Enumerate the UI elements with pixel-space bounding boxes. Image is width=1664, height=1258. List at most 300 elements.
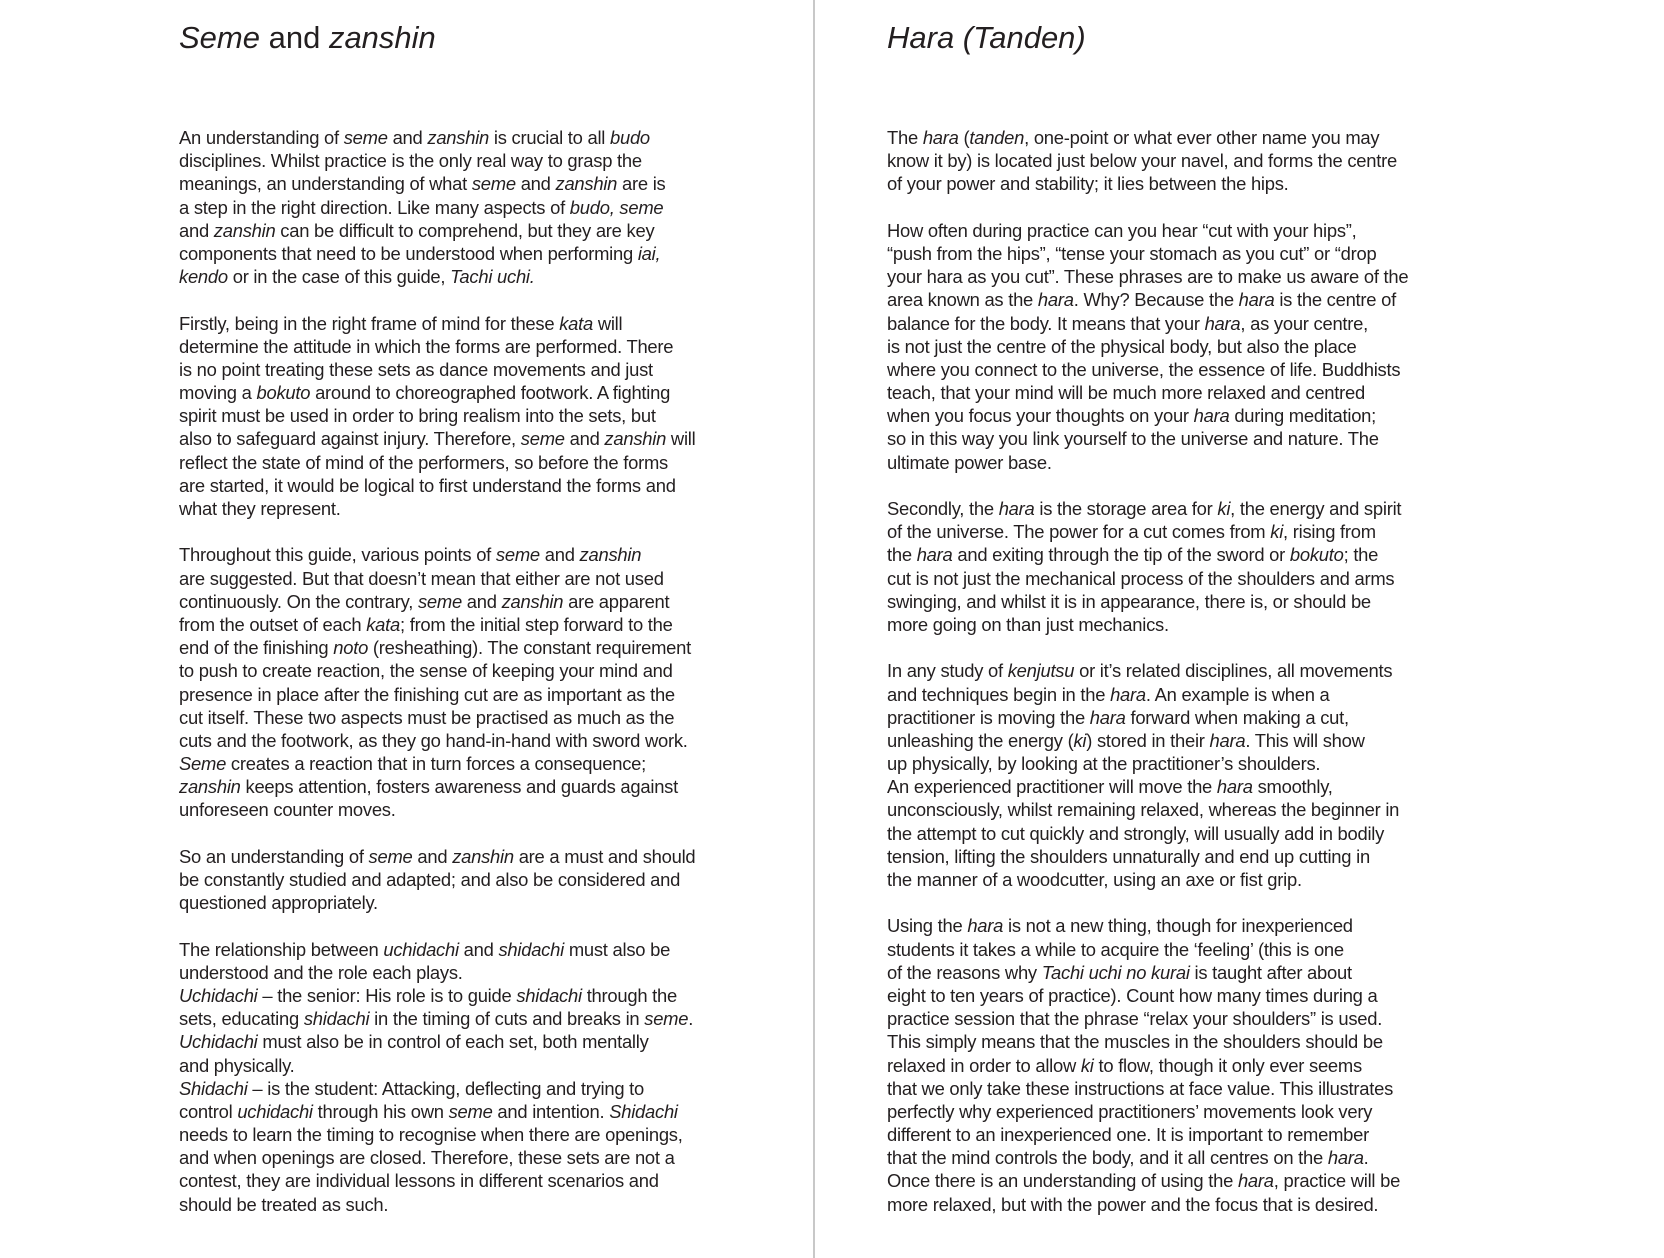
- text-line: [887, 659, 1487, 682]
- text-line: [179, 961, 779, 984]
- left-page-heading: [179, 18, 436, 58]
- text-run: The: [887, 127, 923, 148]
- text-run: to push to create reaction, the sense of keeping your mind and: [179, 660, 673, 682]
- text-run: moving a: [179, 382, 257, 404]
- text-run: and: [461, 590, 502, 612]
- text-run: tension, lifting the shoulders unnaturally and end up cutting in: [887, 845, 1370, 867]
- text-run: can be difficult to comprehend, but they are key: [275, 219, 655, 241]
- text-run: This simply means that the muscles in the shoulders should be: [887, 1031, 1383, 1053]
- text-run: ultimate power base.: [887, 451, 1052, 473]
- text-run: – the senior: His role is to guide: [257, 984, 517, 1006]
- text-run: disciplines. Whilst practice is the only real way to grasp the: [179, 150, 642, 172]
- text-line: [179, 984, 779, 1007]
- text-run: is the centre of: [1274, 289, 1396, 311]
- text-line: [887, 775, 1487, 798]
- text-run: a step in the right direction. Like many aspects of: [179, 196, 570, 218]
- italic-term: hara: [1209, 729, 1246, 751]
- italic-term: bokuto: [1289, 544, 1344, 566]
- text-line: [887, 219, 1487, 242]
- italic-term: hara: [916, 544, 953, 566]
- italic-term: zanshin: [427, 127, 490, 148]
- text-line: [887, 845, 1487, 868]
- text-run: is not a new thing, though for inexperienced: [1003, 915, 1353, 937]
- text-run: control: [179, 1100, 238, 1122]
- italic-term: zanshin: [213, 219, 276, 241]
- italic-term: uchidachi: [383, 938, 459, 960]
- text-run: and: [387, 127, 428, 148]
- text-run: reflect the state of mind of the performers, so before the forms: [179, 451, 668, 473]
- text-line: [887, 312, 1487, 335]
- text-run: is taught after about: [1189, 961, 1352, 983]
- text-run: unconsciously, whilst remaining relaxed, whereas the beginner in: [887, 799, 1400, 821]
- text-line: [887, 149, 1487, 172]
- text-run: – is the student: Attacking, deflecting and trying to: [247, 1077, 645, 1099]
- text-line: [179, 868, 779, 891]
- italic-term: seme: [448, 1100, 493, 1122]
- text-run: needs to learn the timing to recognise when there are openings,: [179, 1124, 683, 1146]
- text-line: [179, 451, 779, 474]
- text-line: [887, 1193, 1487, 1216]
- italic-term: seme: [495, 544, 540, 566]
- text-line: [179, 219, 779, 242]
- italic-term: Seme: [179, 753, 227, 775]
- text-line: [887, 1146, 1487, 1169]
- text-line: [179, 404, 779, 427]
- text-run: How often during practice can you hear “cut with your hips”,: [887, 219, 1357, 241]
- text-line: [887, 1169, 1487, 1192]
- text-run: and: [564, 428, 605, 450]
- text-run: Once there is an understanding of using the: [887, 1170, 1238, 1192]
- paragraph: [887, 219, 1487, 474]
- text-run: meanings, an understanding of what: [179, 173, 472, 195]
- text-run: more going on than just mechanics.: [887, 613, 1169, 635]
- text-run: must also be in control of each set, both mentally: [257, 1031, 649, 1053]
- text-run: and when openings are closed. Therefore, these sets are not a: [179, 1147, 675, 1169]
- text-run: , rising from: [1283, 521, 1376, 543]
- text-run: the manner of a woodcutter, using an axe or fist grip.: [887, 869, 1302, 890]
- text-run: from the outset of each: [179, 613, 367, 635]
- italic-term: hara: [1204, 312, 1241, 334]
- italic-term: hara: [922, 127, 959, 148]
- text-run: of your power and stability; it lies between the hips.: [887, 173, 1289, 195]
- text-run: up physically, by looking at the practitioner’s shoulders.: [887, 753, 1321, 775]
- text-run: know it by) is located just below your navel, and forms the centre: [887, 150, 1397, 172]
- text-line: [887, 822, 1487, 845]
- italic-term: zanshin: [328, 20, 436, 55]
- italic-term: seme: [368, 845, 413, 867]
- text-line: [887, 1007, 1487, 1030]
- text-line: [887, 984, 1487, 1007]
- text-run: and intention.: [492, 1100, 610, 1122]
- text-run: ; the: [1343, 544, 1379, 566]
- text-line: [179, 427, 779, 450]
- italic-term: zanshin: [501, 590, 564, 612]
- text-line: [887, 868, 1487, 891]
- text-run: also to safeguard against injury. Therefore,: [179, 428, 521, 450]
- text-run: will: [592, 312, 623, 334]
- text-line: [179, 1169, 779, 1192]
- text-line: [179, 938, 779, 961]
- text-run: relaxed in order to allow: [887, 1054, 1081, 1076]
- text-line: [179, 567, 779, 590]
- text-run: . An example is when a: [1145, 683, 1330, 705]
- italic-term: tanden: [969, 127, 1025, 148]
- italic-term: kata: [559, 312, 593, 334]
- italic-term: Shidachi: [609, 1100, 678, 1122]
- text-line: [887, 1030, 1487, 1053]
- text-line: [179, 312, 779, 335]
- text-line: [179, 891, 779, 914]
- text-run: smoothly,: [1252, 776, 1333, 798]
- text-run: when you focus your thoughts on your: [887, 405, 1194, 427]
- text-line: [887, 590, 1487, 613]
- text-run: unleashing the energy (: [887, 729, 1074, 751]
- italic-term: seme: [644, 1008, 689, 1030]
- text-line: [179, 752, 779, 775]
- text-run: students it takes a while to acquire the ‘feeling’ (this is one: [887, 938, 1344, 960]
- text-run: forward when making a cut,: [1125, 706, 1349, 728]
- italic-term: Tachi uchi.: [450, 266, 535, 288]
- paragraph-spacer: [179, 914, 779, 937]
- text-run: the attempt to cut quickly and strongly, will usually add in bodily: [887, 822, 1385, 844]
- italic-term: hara: [1237, 1170, 1274, 1192]
- text-line: [179, 729, 779, 752]
- text-run: perfectly why experienced practitioners’ movements look very: [887, 1100, 1373, 1122]
- text-run: that we only take these instructions at face value. This illustrates: [887, 1077, 1394, 1099]
- paragraph-spacer: [887, 636, 1487, 659]
- paragraph: [887, 914, 1487, 1215]
- text-line: [179, 474, 779, 497]
- text-run: balance for the body. It means that your: [887, 312, 1205, 334]
- text-run: are a must and should: [513, 845, 696, 867]
- text-run: .: [1363, 1147, 1369, 1169]
- text-run: through the: [581, 984, 677, 1006]
- text-line: [887, 1077, 1487, 1100]
- text-line: [179, 1007, 779, 1030]
- italic-term: kata: [366, 613, 400, 635]
- text-run: and: [179, 219, 214, 241]
- italic-term: bokuto: [256, 382, 311, 404]
- text-line: [887, 126, 1487, 149]
- italic-term: budo: [609, 127, 650, 148]
- text-run: “push from the hips”, “tense your stomach as you cut” or “drop: [887, 242, 1377, 264]
- text-run: , as your centre,: [1240, 312, 1369, 334]
- text-line: [179, 196, 779, 219]
- right-page-body: [887, 126, 1487, 1216]
- text-run: is not just the centre of the physical body, but also the place: [887, 335, 1357, 357]
- text-run: is the storage area for: [1034, 498, 1218, 519]
- text-run: eight to ten years of practice). Count how many times during a: [887, 984, 1378, 1006]
- text-run: more relaxed, but with the power and the focus that is desired.: [887, 1193, 1379, 1215]
- italic-term: Tachi uchi no kurai: [1041, 961, 1190, 983]
- text-run: keeps attention, fosters awareness and guards against: [240, 776, 678, 798]
- text-line: [179, 659, 779, 682]
- text-run: So an understanding of: [179, 845, 369, 867]
- text-run: and physically.: [179, 1054, 295, 1076]
- text-line: [179, 497, 779, 520]
- text-run: cut itself. These two aspects must be practised as much as the: [179, 706, 675, 728]
- italic-term: zanshin: [604, 428, 667, 450]
- italic-term: hara: [1089, 706, 1126, 728]
- italic-term: hara: [967, 915, 1004, 937]
- text-run: The relationship between: [179, 938, 384, 960]
- text-run: during meditation;: [1229, 405, 1377, 427]
- text-run: Throughout this guide, various points of: [179, 544, 496, 566]
- italic-term: hara: [998, 498, 1035, 519]
- text-run: what they represent.: [179, 498, 341, 519]
- italic-term: ki: [1073, 729, 1087, 751]
- text-line: [887, 706, 1487, 729]
- text-run: presence in place after the finishing cut are as important as the: [179, 683, 675, 705]
- text-run: to flow, though it only ever seems: [1093, 1054, 1362, 1076]
- paragraph: [179, 126, 779, 288]
- italic-term: hara: [1327, 1147, 1364, 1169]
- text-line: [179, 242, 779, 265]
- text-run: and: [458, 938, 499, 960]
- text-run: An experienced practitioner will move the: [887, 776, 1217, 798]
- text-run: should be treated as such.: [179, 1193, 389, 1215]
- italic-term: Uchidachi: [179, 984, 258, 1006]
- text-line: [887, 683, 1487, 706]
- italic-term: zanshin: [555, 173, 618, 195]
- text-run: so in this way you link yourself to the universe and nature. The: [887, 428, 1379, 450]
- text-run: is crucial to all: [489, 127, 610, 148]
- text-line: [887, 1054, 1487, 1077]
- right-page-heading: [887, 18, 1086, 58]
- paragraph-spacer: [179, 520, 779, 543]
- italic-term: seme: [343, 127, 388, 148]
- text-run: ; from the initial step forward to the: [399, 613, 673, 635]
- page-gutter-divider: [813, 0, 815, 1258]
- text-run: . This will show: [1245, 729, 1365, 751]
- text-run: different to an inexperienced one. It is important to remember: [887, 1124, 1369, 1146]
- italic-term: Hara (Tanden): [887, 20, 1086, 55]
- text-line: [179, 1100, 779, 1123]
- text-run: creates a reaction that in turn forces a consequence;: [226, 753, 647, 775]
- text-line: [887, 914, 1487, 937]
- italic-term: iai,: [637, 242, 661, 264]
- text-run: An understanding of: [179, 127, 344, 148]
- text-line: [887, 543, 1487, 566]
- text-line: [887, 427, 1487, 450]
- text-line: [179, 335, 779, 358]
- text-line: [179, 149, 779, 172]
- paragraph-spacer: [179, 822, 779, 845]
- text-run: and: [539, 544, 580, 566]
- italic-term: hara: [1238, 289, 1275, 311]
- text-line: [887, 613, 1487, 636]
- text-line: [887, 288, 1487, 311]
- text-line: [887, 265, 1487, 288]
- text-run: determine the attitude in which the forms are performed. There: [179, 335, 674, 357]
- text-line: [887, 335, 1487, 358]
- paragraph: [179, 845, 779, 915]
- italic-term: kendo: [179, 266, 228, 288]
- paragraph: [887, 497, 1487, 636]
- text-line: [887, 520, 1487, 543]
- text-run: area known as the: [887, 289, 1038, 311]
- text-run: cuts and the footwork, as they go hand-in-hand with sword work.: [179, 729, 688, 751]
- text-line: [887, 1100, 1487, 1123]
- text-line: [887, 497, 1487, 520]
- italic-term: ki: [1270, 521, 1284, 543]
- paragraph-spacer: [179, 288, 779, 311]
- text-line: [179, 358, 779, 381]
- text-line: [887, 1123, 1487, 1146]
- text-run: in the timing of cuts and breaks in: [369, 1008, 645, 1030]
- italic-term: Seme: [179, 20, 260, 55]
- text-run: are started, it would be logical to first understand the forms and: [179, 474, 676, 496]
- text-line: [887, 242, 1487, 265]
- text-line: [887, 381, 1487, 404]
- text-run: and exiting through the tip of the sword or: [952, 544, 1290, 566]
- text-line: [179, 798, 779, 821]
- text-run: are suggested. But that doesn’t mean that either are not used: [179, 567, 664, 589]
- italic-term: Uchidachi: [179, 1031, 258, 1053]
- text-run: questioned appropriately.: [179, 892, 378, 914]
- paragraph: [887, 126, 1487, 196]
- italic-term: seme: [417, 590, 462, 612]
- text-line: [887, 938, 1487, 961]
- italic-term: hara: [1110, 683, 1146, 705]
- text-line: [179, 1146, 779, 1169]
- italic-term: zanshin: [452, 845, 514, 867]
- text-line: [179, 590, 779, 613]
- italic-term: budo, seme: [569, 196, 664, 218]
- text-run: teach, that your mind will be much more relaxed and centred: [887, 382, 1365, 404]
- italic-term: ki: [1217, 498, 1231, 519]
- text-line: [179, 636, 779, 659]
- text-line: [887, 961, 1487, 984]
- text-line: [887, 172, 1487, 195]
- text-run: understood and the role each plays.: [179, 961, 463, 983]
- italic-term: Shidachi: [179, 1077, 248, 1099]
- text-run: (: [958, 127, 970, 148]
- italic-term: seme: [471, 173, 516, 195]
- text-run: be constantly studied and adapted; and also be considered and: [179, 869, 681, 890]
- paragraph: [179, 938, 779, 1216]
- text-run: contest, they are individual lessons in different scenarios and: [179, 1170, 659, 1192]
- text-run: and: [259, 20, 329, 55]
- text-run: and: [412, 845, 453, 867]
- text-run: are apparent: [563, 590, 670, 612]
- text-run: through his own: [312, 1100, 449, 1122]
- paragraph: [179, 543, 779, 821]
- text-run: around to choreographed footwork. A fighting: [310, 382, 671, 404]
- text-line: [179, 172, 779, 195]
- text-run: .: [688, 1008, 694, 1030]
- text-run: the: [887, 544, 917, 566]
- text-line: [179, 613, 779, 636]
- paragraph-spacer: [887, 474, 1487, 497]
- text-run: (resheathing). The constant requirement: [368, 637, 691, 659]
- text-line: [887, 798, 1487, 821]
- paragraph: [887, 659, 1487, 891]
- italic-term: shidachi: [516, 984, 582, 1006]
- text-run: where you connect to the universe, the essence of life. Buddhists: [887, 358, 1401, 380]
- text-run: practice session that the phrase “relax your shoulders” is used.: [887, 1008, 1383, 1030]
- text-run: , one-point or what ever other name you may: [1024, 127, 1380, 148]
- text-run: are is: [617, 173, 666, 195]
- text-run: and techniques begin in the: [887, 683, 1111, 705]
- text-run: and: [515, 173, 556, 195]
- text-run: , the energy and spirit: [1230, 498, 1402, 519]
- text-line: [179, 775, 779, 798]
- text-run: Using the: [887, 915, 968, 937]
- text-run: In any study of: [887, 660, 1008, 682]
- text-run: or in the case of this guide,: [227, 266, 451, 288]
- text-line: [887, 729, 1487, 752]
- italic-term: seme: [520, 428, 565, 450]
- text-run: will: [666, 428, 696, 450]
- italic-term: zanshin: [579, 544, 642, 566]
- italic-term: hara: [1193, 405, 1230, 427]
- text-run: of the reasons why: [887, 961, 1042, 983]
- italic-term: shidachi: [498, 938, 564, 960]
- paragraph: [179, 312, 779, 521]
- italic-term: noto: [333, 637, 369, 659]
- text-line: [179, 706, 779, 729]
- italic-term: uchidachi: [237, 1100, 313, 1122]
- paragraph-spacer: [887, 891, 1487, 914]
- text-line: [179, 1077, 779, 1100]
- text-run: that the mind controls the body, and it all centres on the: [887, 1147, 1328, 1169]
- text-line: [179, 265, 779, 288]
- text-run: unforeseen counter moves.: [179, 799, 396, 821]
- text-run: Firstly, being in the right frame of mind for these: [179, 312, 560, 334]
- text-run: end of the finishing: [179, 637, 334, 659]
- text-line: [179, 1054, 779, 1077]
- text-line: [179, 683, 779, 706]
- text-run: swinging, and whilst it is in appearance, there is, or should be: [887, 590, 1371, 612]
- text-run: or it’s related disciplines, all movements: [1074, 660, 1393, 682]
- text-run: components that need to be understood when performing: [179, 242, 638, 264]
- text-line: [179, 845, 779, 868]
- text-line: [179, 381, 779, 404]
- italic-term: hara: [1216, 776, 1253, 798]
- text-line: [887, 752, 1487, 775]
- text-run: practitioner is moving the: [887, 706, 1090, 728]
- italic-term: zanshin: [179, 776, 241, 798]
- text-run: sets, educating: [179, 1008, 304, 1030]
- text-run: of the universe. The power for a cut comes from: [887, 521, 1271, 543]
- text-run: ) stored in their: [1086, 729, 1210, 751]
- text-line: [179, 1030, 779, 1053]
- text-line: [179, 1123, 779, 1146]
- italic-term: shidachi: [303, 1008, 370, 1030]
- italic-term: ki: [1080, 1054, 1094, 1076]
- text-run: is no point treating these sets as dance movements and just: [179, 358, 653, 380]
- text-run: . Why? Because the: [1073, 289, 1239, 311]
- text-line: [179, 1193, 779, 1216]
- left-page-body: [179, 126, 779, 1216]
- paragraph-spacer: [887, 196, 1487, 219]
- text-run: continuously. On the contrary,: [179, 590, 418, 612]
- text-line: [887, 358, 1487, 381]
- text-run: , practice will be: [1273, 1170, 1401, 1192]
- text-line: [179, 126, 779, 149]
- text-line: [887, 404, 1487, 427]
- text-line: [887, 451, 1487, 474]
- text-line: [179, 543, 779, 566]
- text-run: Secondly, the: [887, 498, 999, 519]
- text-run: must also be: [563, 938, 671, 960]
- text-run: spirit must be used in order to bring realism into the sets, but: [179, 405, 656, 427]
- text-run: cut is not just the mechanical process of the shoulders and arms: [887, 567, 1395, 589]
- italic-term: kenjutsu: [1007, 660, 1075, 682]
- text-run: your hara as you cut”. These phrases are to make us aware of the: [887, 266, 1409, 288]
- italic-term: hara: [1037, 289, 1074, 311]
